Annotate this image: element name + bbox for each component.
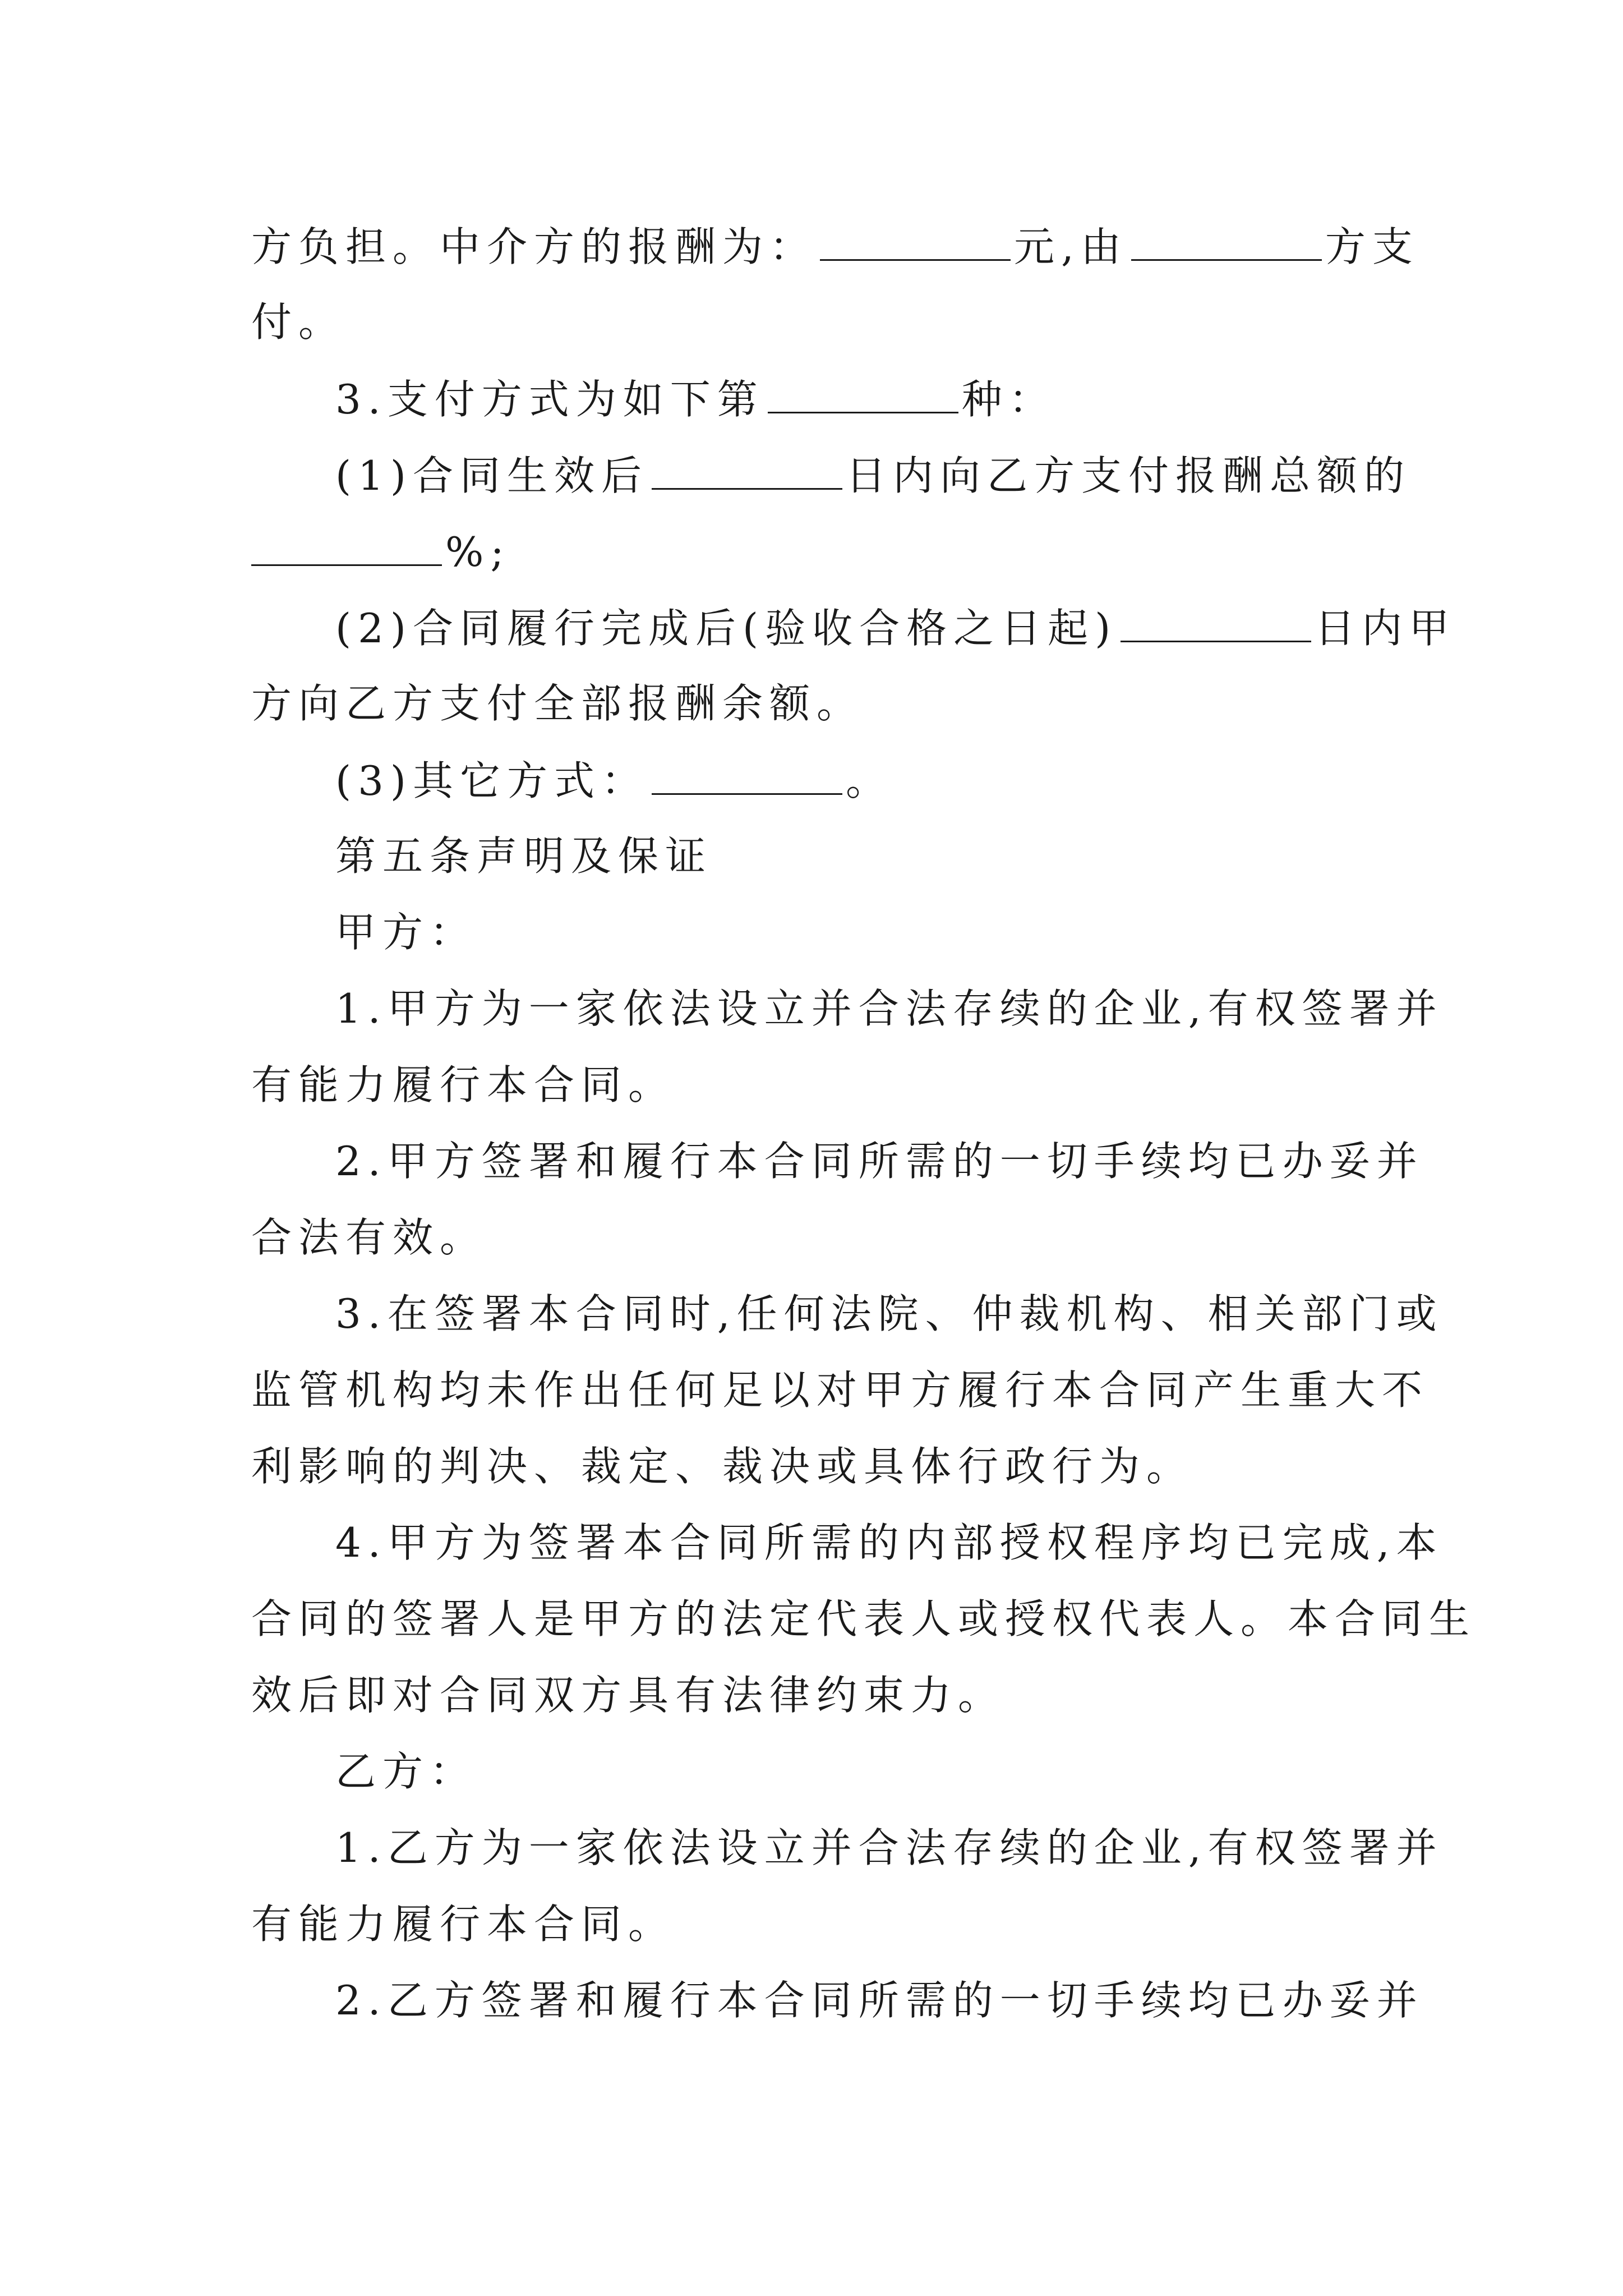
text-line: 1.乙方为一家依法设立并合法存续的企业,有权签署并	[335, 1824, 1444, 1871]
text-line	[251, 753, 1373, 829]
text-fragment: 日内甲	[1315, 605, 1456, 652]
text-line: 2.乙方签署和履行本合同所需的一切手续均已办妥并	[335, 1977, 1424, 2024]
party-label: 甲方：	[335, 909, 477, 956]
text-line: 4.甲方为签署本合同所需的内部授权程序均已完成,本	[335, 1519, 1444, 1566]
text-line: 3.在签署本合同时,任何法院、仲裁机构、相关部门或	[335, 1290, 1444, 1337]
text-line: 效后即对合同双方具有法律约束力。	[251, 1672, 1006, 1719]
text-line	[251, 524, 1373, 600]
party-label: 乙方：	[335, 1748, 477, 1795]
blank-field	[1131, 219, 1322, 261]
text-line	[251, 600, 1456, 677]
text-fragment: 种：	[961, 376, 1056, 423]
text-fragment: 方向乙方支付全部报酬余额。	[251, 680, 864, 727]
text-line: 1.甲方为一家依法设立并合法存续的企业,有权签署并	[335, 985, 1444, 1032]
text-line	[251, 295, 1373, 371]
text-fragment: 方负担。中介方的报酬为：	[251, 223, 817, 270]
blank-field	[251, 524, 442, 566]
text-fragment: (1)合同生效后	[335, 452, 648, 499]
blank-field	[1121, 600, 1311, 642]
text-line: 合法有效。	[251, 1214, 487, 1261]
text-fragment: 日内向乙方支付报酬总额的	[846, 452, 1412, 499]
text-line	[251, 448, 1412, 524]
text-line: 利影响的判决、裁定、裁决或具体行政行为。	[251, 1443, 1194, 1490]
text-line: 有能力履行本合同。	[251, 1901, 676, 1948]
text-fragment: (2)合同履行完成后(验收合格之日起)	[335, 605, 1118, 652]
text-line: 合同的签署人是甲方的法定代表人或授权代表人。本合同生	[251, 1595, 1477, 1642]
text-fragment: 3.支付方式为如下第	[335, 376, 764, 423]
text-line: 有能力履行本合同。	[251, 1061, 676, 1108]
text-line	[251, 219, 1419, 295]
text-fragment: 元,由	[1014, 223, 1128, 270]
section-heading: 第五条声明及保证	[335, 832, 713, 880]
blank-field	[652, 448, 842, 490]
blank-field	[652, 753, 842, 795]
text-line	[251, 371, 1373, 448]
document-body	[251, 219, 1477, 2050]
blank-field	[768, 371, 958, 413]
text-fragment: 付。	[251, 298, 346, 346]
text-fragment: (3)其它方式：	[335, 757, 648, 804]
text-line	[251, 677, 1373, 753]
blank-field	[820, 219, 1011, 261]
text-fragment: 。	[846, 757, 893, 804]
text-line: 监管机构均未作出任何足以对甲方履行本合同产生重大不	[251, 1366, 1430, 1414]
text-fragment: 方支	[1325, 223, 1419, 270]
text-line: 2.甲方签署和履行本合同所需的一切手续均已办妥并	[335, 1138, 1424, 1185]
text-fragment: %;	[445, 528, 511, 576]
